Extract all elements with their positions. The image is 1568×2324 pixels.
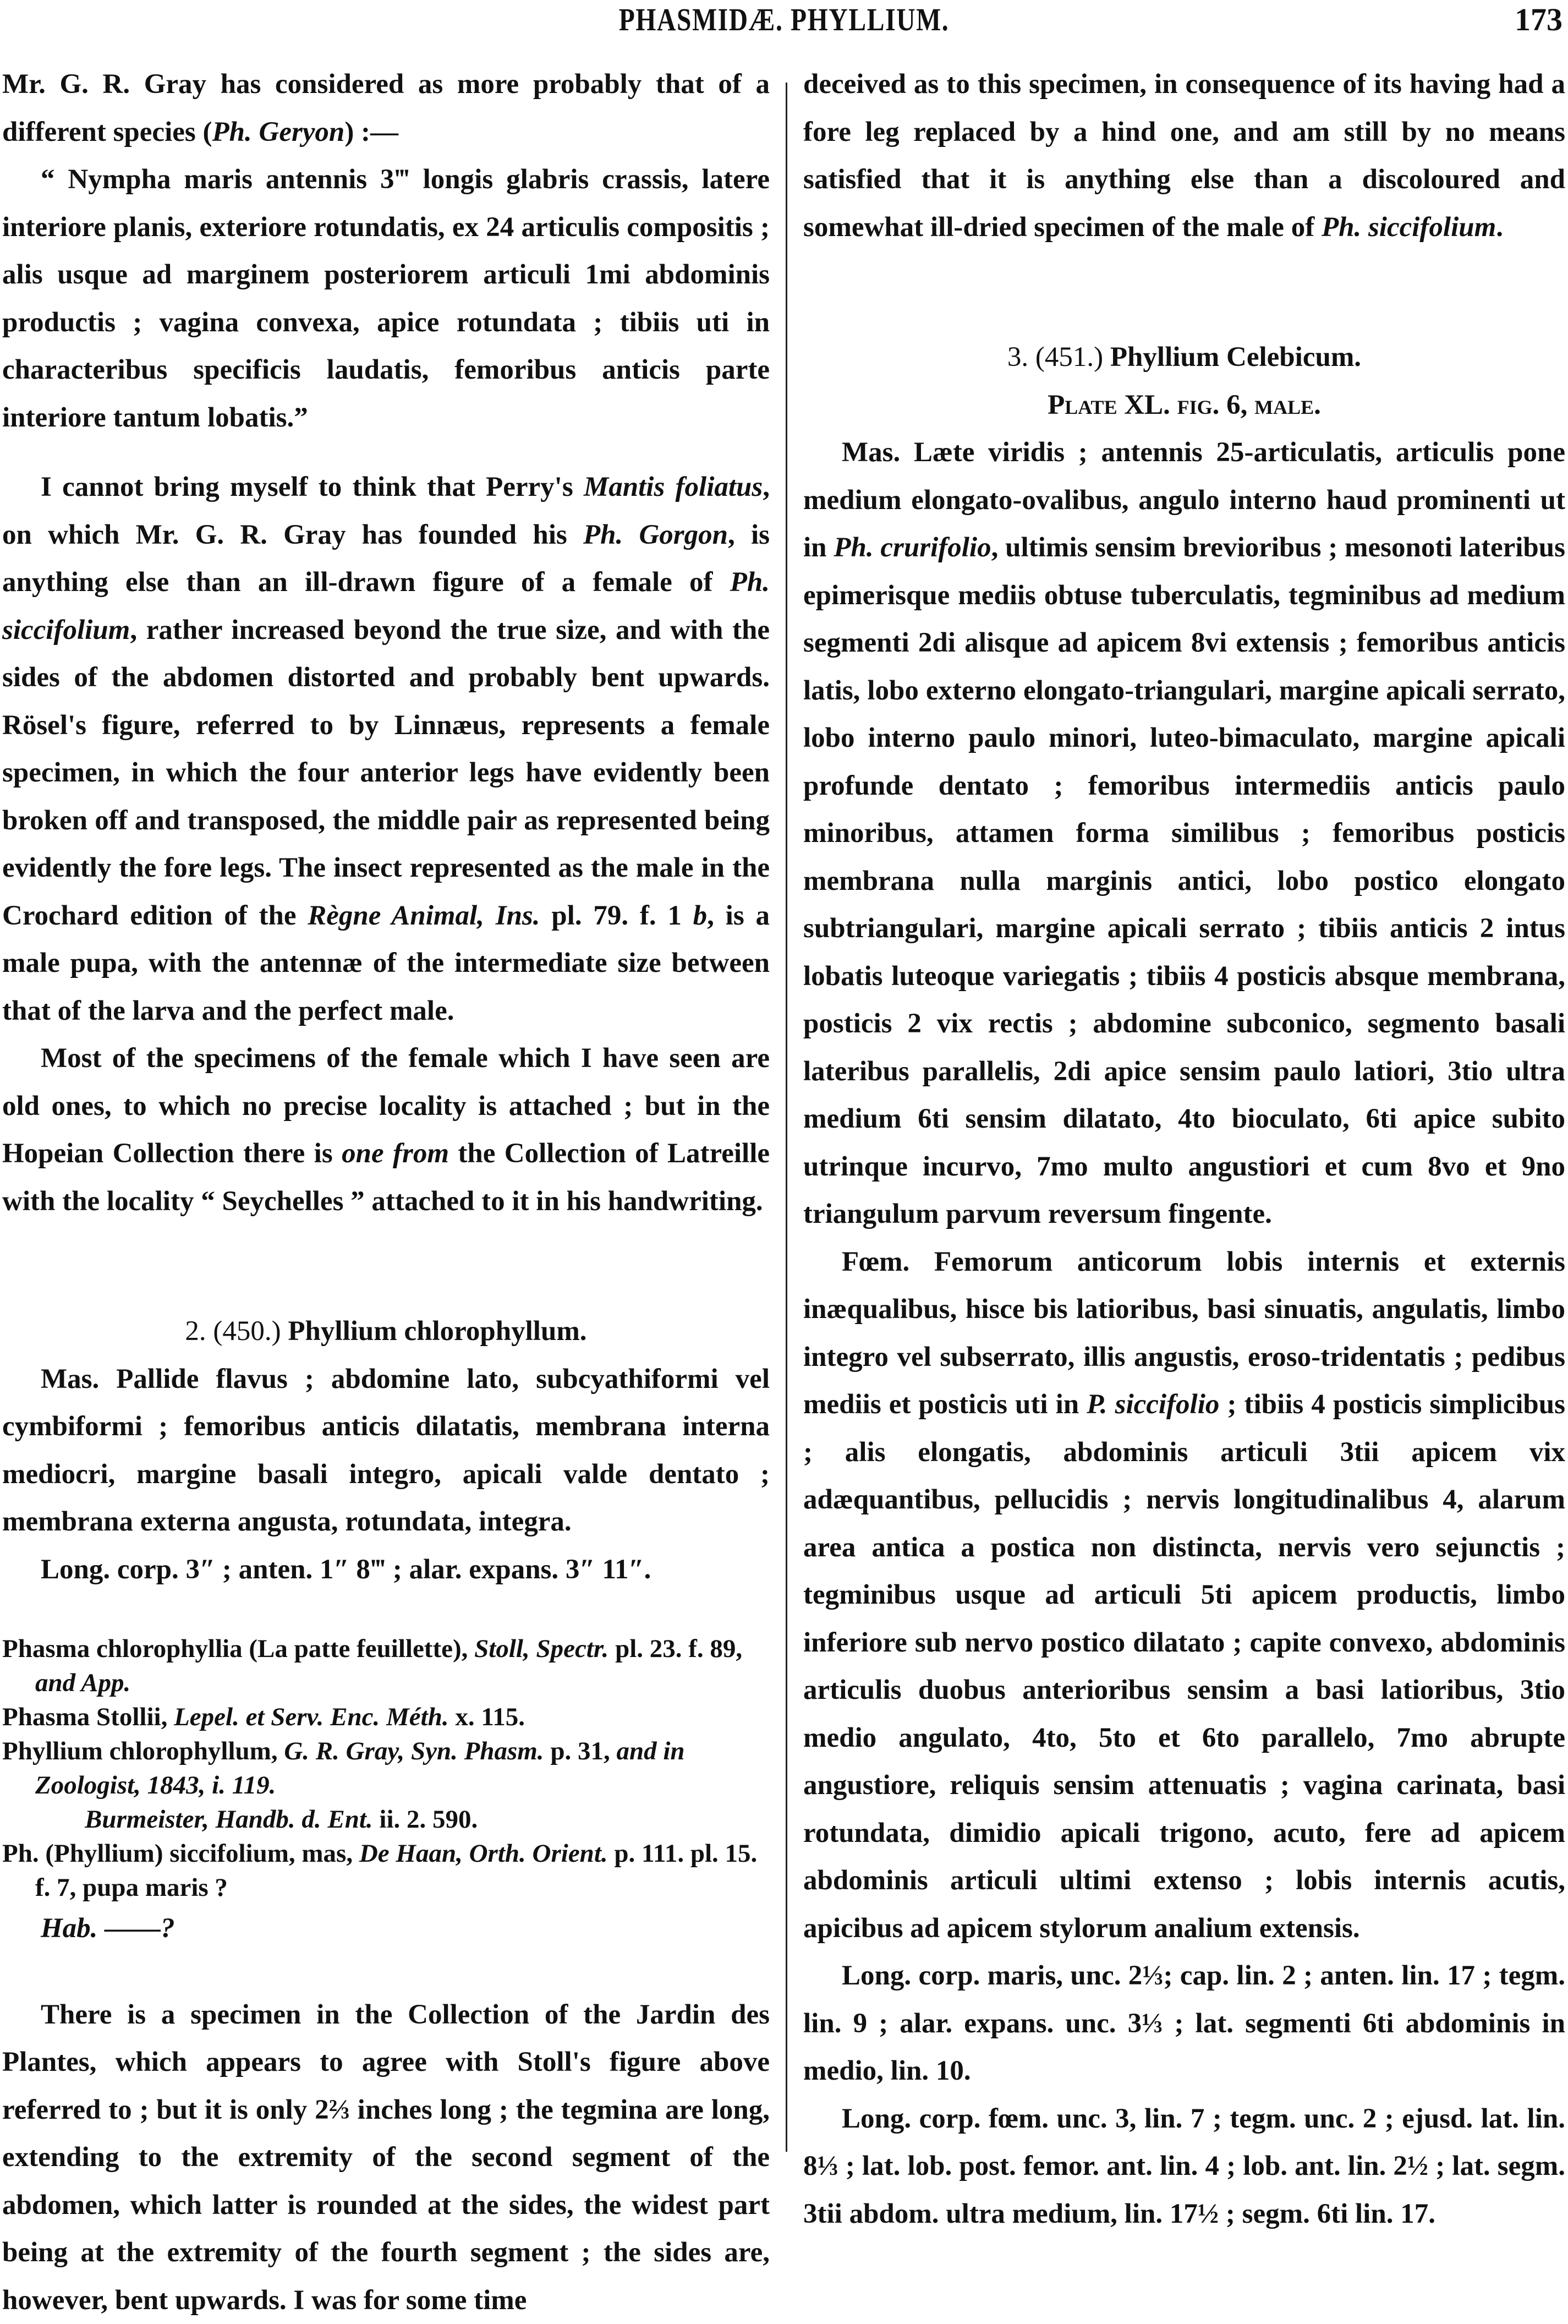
citation: Stoll, Spectr.: [474, 1634, 608, 1663]
citation: Règne Animal, Ins.: [308, 900, 540, 931]
paragraph-specimens: [2, 1035, 770, 1225]
species-name: P. siccifolio: [1087, 1389, 1219, 1420]
text: x. 115.: [449, 1703, 525, 1731]
citation: Burmeister, Handb. d. Ent.: [85, 1805, 373, 1834]
left-column: [2, 61, 770, 2324]
species-name: Ph. siccifolium: [1322, 212, 1496, 243]
text: Phyllium chlorophyllum,: [2, 1737, 284, 1765]
spacer: [2, 1225, 770, 1308]
text: Phasma chlorophyllia (La patte feuillette),: [2, 1634, 474, 1663]
species-name: Ph. Gorgon: [583, 520, 728, 550]
synonym-entry: [2, 1632, 770, 1700]
text: Ph. (Phyllium) siccifolium, mas,: [2, 1839, 359, 1868]
text: Fœm. Femorum anticorum lobis internis et externis inæqualibus, hisce bis latioribus, basi sinuatis, angulatis, limbo integro vel subserrato, illis angustis, eroso-tridentatis ; pedibus mediis et posticis uti in: [803, 1246, 1565, 1420]
text: , on which Mr. G. R. Gray has founded his: [2, 472, 770, 550]
paragraph-jardin-specimen: There is a specimen in the Collection of the Jardin des Plantes, which appears to agree with Stoll's figure above referred to ; but it is only 2⅔ inches long ; the tegmina are long, extending to the extremity of the second segment of the abdomen, which latter is rounded at the sides, the widest part being at the extremity of the fourth segment ; the sides are, however, bent upwards. I was for some time: [2, 1991, 770, 2324]
spacer: [2, 1593, 770, 1632]
species-name: Ph. Geryon: [212, 117, 344, 147]
text: p. 111. pl. 15. f. 7, pupa maris ?: [35, 1839, 757, 1902]
text: pl. 79. f. 1: [540, 900, 693, 931]
text: pl. 23. f. 89,: [608, 1634, 742, 1663]
male-description: [803, 429, 1565, 1238]
habitat: Hab. ——?: [2, 1905, 770, 1953]
species-2-measurements: Long. corp. 3″ ; anten. 1″ 8‴ ; alar. expans. 3″ 11″.: [2, 1546, 770, 1594]
text: I cannot bring myself to think that Perry's: [41, 472, 584, 502]
species-heading-3: [803, 333, 1565, 381]
synonym-entry: [2, 1836, 770, 1905]
text: Phasma Stollii,: [2, 1703, 174, 1731]
right-column: [803, 61, 1565, 2238]
citation: De Haan, Orth. Orient.: [359, 1839, 608, 1868]
species-number: 2. (450.): [185, 1316, 288, 1347]
synonym-entry: [2, 1700, 770, 1734]
citation: and App.: [35, 1669, 130, 1697]
spacer: [2, 441, 770, 463]
emphasis: one from: [342, 1138, 449, 1169]
text: the Collection of Latreille with the locality “ Seychelles ” attached to it in his handwriting.: [2, 1138, 770, 1217]
species-title: Phyllium Celebicum.: [1110, 342, 1361, 373]
text: , rather increased beyond the true size, and with the sides of the abdomen distorted and probably bent upwards. Rösel's figure, referred to by Linnæus, represents a female specimen, in which the four anterior legs have evidently been broken off and transposed, the middle pair as represented being evidently the fore legs. The insect represented as the male in the Crochard edition of the: [2, 615, 770, 931]
text: deceived as to this specimen, in consequence of its having had a fore leg replaced by a hind one, and am still by no means satisfied that it is anything else than a discoloured and somewhat ill-dried specimen of the male of: [803, 69, 1565, 243]
column-divider: [786, 83, 787, 2152]
text: , is anything else than an ill-drawn figure of a female of: [2, 520, 770, 598]
plate-reference: Plate XL. fig. 6, male.: [803, 381, 1565, 429]
citation: and in Zoologist, 1843, i. 119.: [35, 1737, 685, 1800]
paragraph-perry: [2, 463, 770, 1035]
species-name: Mantis foliatus: [584, 472, 763, 502]
text: ii. 2. 590.: [373, 1805, 478, 1834]
species-name: Ph. crurifolio: [834, 532, 991, 563]
text: p. 31,: [544, 1737, 617, 1765]
text: Mr. G. R. Gray has considered as more probably that of a different species (: [2, 69, 770, 147]
spacer: [2, 1953, 770, 1991]
text: Mas. Læte viridis ; antennis 25-articulatis, articulis pone medium elongato-ovalibus, angulo interno haud prominenti ut in: [803, 437, 1565, 563]
text: , ultimis sensim brevioribus ; mesonoti lateribus epimerisque mediis obtuse tuberculatis, tegminibus ad medium segmenti 2di alisque ad apicem 8vi extensis ; femoribus anticis latis, lobo externo elongato-triangulari, margine apicali serrato, lobo interno paulo minori, luteo-bimaculato, margine apicali profunde dentato ; femoribus intermediis anticis paulo minoribus, attamen forma similibus ; femoribus posticis membrana nulla marginis antici, lobo postico elongato subtriangulari, margine apicali serrato ; tibiis anticis 2 intus lobatis luteoque variegatis ; tibiis 4 posticis absque membrana, posticis 2 vix rectis ; abdomine subconico, segmento basali lateribus parallelis, 2di apice sensim paulo latiori, 3tio ultra medium 6ti sensim dilatato, 4to bioculato, 6ti apice subito utrinque incurvo, 7mo multo angustiori et cum 8vo et 9no triangulum parvum reversum fingente.: [803, 532, 1565, 1229]
paragraph-continued: [803, 61, 1565, 251]
page-header: [0, 0, 1568, 39]
page-number: 173: [1515, 1, 1562, 38]
species-name: Ph. siccifolium: [2, 567, 770, 646]
species-heading-2: [2, 1308, 770, 1355]
spacer: [803, 251, 1565, 333]
synonymy-list: [2, 1632, 770, 1905]
species-title: Phyllium chlorophyllum.: [288, 1316, 586, 1347]
species-number: 3. (451.): [1007, 342, 1110, 373]
text: .: [1496, 212, 1503, 243]
text: ; tibiis 4 posticis simplicibus ; alis elongatis, abdominis articuli 3tii apicem vix adæquantibus, pellucidis ; nervis longitudinalibus 4, alarum area antica a postica non distincta, nervis vero sejunctis ; tegminibus usque ad articuli 5ti apicem productis, limbo inferiore sub nervo postico dilatato ; capite convexo, abdominis articulis duobus anterioribus sensim a basi latioribus, 3tio medio angulato, 4to, 5to et 6to parallelo, 7mo abrupte angustiore, reliquis sensim attenuatis ; vagina carinata, basi rotundata, dimidio apicali trigono, acuto, fere ad apicem abdominis articuli ultimi extenso ; lobis internis acutis, apicibus ad apicem stylorum analium extensis.: [803, 1389, 1565, 1944]
text: , is a male pupa, with the antennæ of the intermediate size between that of the larva and the perfect male.: [2, 900, 770, 1026]
female-measurements: Long. corp. fœm. unc. 3, lin. 7 ; tegm. unc. 2 ; ejusd. lat. lin. 8⅓ ; lat. lob. post. femor. ant. lin. 4 ; lob. ant. lin. 2½ ; lat. segm. 3tii abdom. ultra medium, lin. 17½ ; segm. 6ti lin. 17.: [803, 2095, 1565, 2238]
species-2-description: Mas. Pallide flavus ; abdomine lato, subcyathiformi vel cymbiformi ; femoribus anticis dilatatis, membrana interna mediocri, margine basali integro, apicali valde dentato ; membrana externa angusta, rotundata, integra.: [2, 1355, 770, 1546]
text: ) :—: [344, 117, 398, 147]
male-measurements: Long. corp. maris, unc. 2⅓; cap. lin. 2 ; anten. lin. 17 ; tegm. lin. 9 ; alar. expans. unc. 3⅓ ; lat. segmenti 6ti abdominis in medio, lin. 10.: [803, 1952, 1565, 2095]
latin-quote: “ Nympha maris antennis 3‴ longis glabris crassis, latere interiore planis, exteriore rotundatis, ex 24 articulis compositis ; alis usque ad marginem posteriorem articuli 1mi abdominis productis ; vagina convexa, apice rotundata ; tibiis uti in characteribus specificis laudatis, femoribus anticis parte interiore tantum lobatis.”: [2, 156, 770, 441]
paragraph-gray-opinion: [2, 61, 770, 156]
synonym-entry: [2, 1734, 770, 1802]
figure-letter: b: [693, 900, 708, 931]
female-description: [803, 1238, 1565, 1953]
citation: Lepel. et Serv. Enc. Méth.: [174, 1703, 449, 1731]
synonym-entry: [2, 1802, 770, 1836]
text: Most of the specimens of the female which I have seen are old ones, to which no precise locality is attached ; but in the Hopeian Collection there is: [2, 1043, 770, 1169]
running-title: PHASMIDÆ. PHYLLIUM.: [141, 1, 1427, 38]
citation: G. R. Gray, Syn. Phasm.: [284, 1737, 544, 1765]
